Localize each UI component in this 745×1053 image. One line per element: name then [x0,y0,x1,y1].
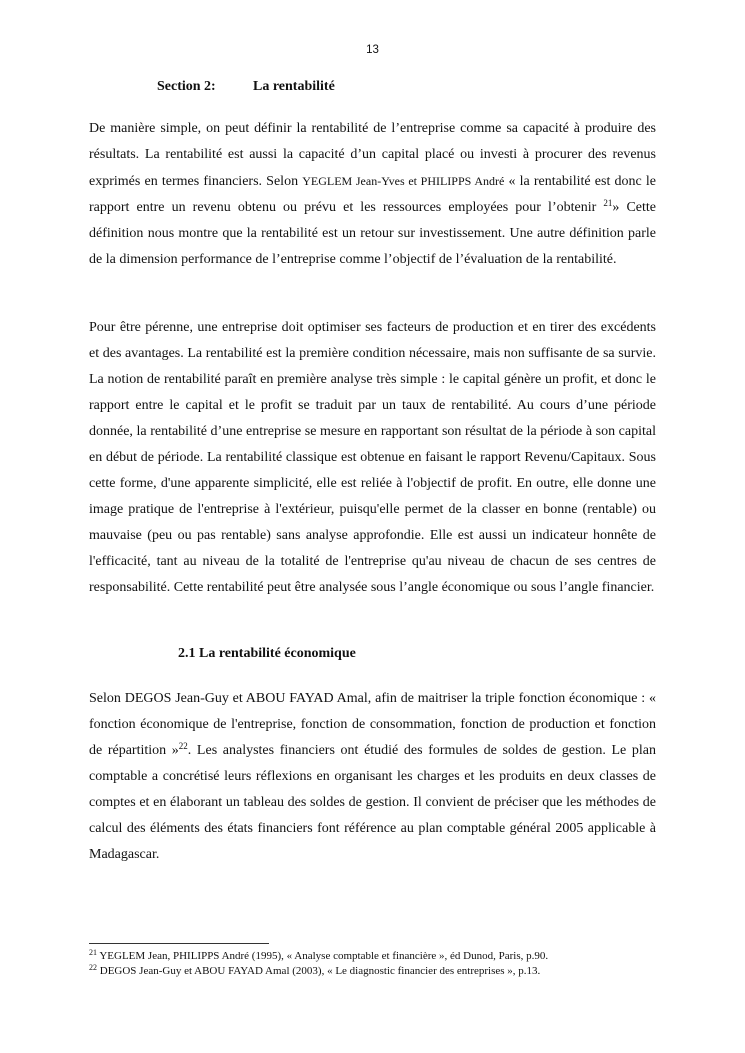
footnote-number: 22 [89,963,97,972]
para1-text-c: » Cette définition nous montre que la rentabilité est un retour sur investissement. Une autre définition parle de la dimension performance de l’entreprise comme l’objectif de l’évaluation de la rentabilité. [89,200,656,267]
subsection-heading: 2.1 La rentabilité économique [178,646,356,661]
footnote-21 [89,949,689,964]
section-title: La rentabilité [253,79,335,94]
footnote-ref-21[interactable]: 21 [603,198,613,208]
footnote-text: YEGLEM Jean, PHILIPPS André (1995), « Analyse comptable et financière », éd Dunod, Paris, p.90. [97,950,549,962]
page-number: 13 [366,44,379,56]
footnote-22 [89,964,689,979]
paragraph-degos [89,686,656,868]
footnotes [89,949,689,979]
section-heading [157,79,335,95]
para1-text-b: « la rentabilité est donc le rapport entre un revenu obtenu ou prévu et les ressources employées pour l’obtenir [89,174,656,215]
paragraph-perennity: Pour être pérenne, une entreprise doit optimiser ses facteurs de production et en tirer des excédents et des avantages. La rentabilité est la première condition nécessaire, mais non suffisante de sa survie. La notion de rentabilité paraît en première analyse très simple : le capital génère un profit, et donc le rapport entre le capital et le profit se traduit par un taux de rentabilité. Au cours d’une période donnée, la rentabilité d’une entreprise se mesure en rapportant son résultat de la période à son capital en début de période. La rentabilité classique est obtenue en faisant le rapport Revenu/Capitaux. Sous cette forme, d'une apparente simplicité, elle est reliée à l'objectif de profit. En outre, elle donne une image pratique de l'entreprise à l'extérieur, puisqu'elle permet de la classer en bonne (rentable) ou mauvaise (peu ou pas rentable) sans analyse approfondie. Elle est aussi un indicateur honnête de l'efficacité, tant au niveau de la totalité de l'entreprise qu'au niveau de chacun de ses centres de responsabilité. Cette rentabilité peut être analysée sous l’angle économique ou sous l’angle financier. [89,320,656,595]
para1-text-a: De manière simple, on peut définir la rentabilité de l’entreprise comme sa capacité à produire des résultats. La rentabilité est aussi la capacité d’un capital placé ou investi à procurer des revenus exprimés en termes financiers. Selon [89,121,656,189]
footnote-text: DEGOS Jean-Guy et ABOU FAYAD Amal (2003), « Le diagnostic financier des entreprises », p.13. [97,965,541,977]
para3-text-a: Selon DEGOS Jean-Guy et ABOU FAYAD Amal, afin de maitriser la triple fonction économique : « fonction économique de l'entreprise, fonction de consommation, fonction de production et fonction de répartition » [89,691,656,758]
para3-text-b: . Les analystes financiers ont étudié des formules de soldes de gestion. Le plan comptable a concrétisé leurs réflexions en organisant les charges et les produits en deux classes de comptes et en élaborant un tableau des soldes de gestion. Il convient de préciser que les méthodes de calcul des éléments des états financiers font référence au plan comptable général 2005 applicable à Madagascar. [89,743,656,862]
para1-author: YEGLEM Jean-Yves et PHILIPPS André [302,174,505,188]
footnote-separator [89,943,269,944]
section-label: Section 2: [157,79,216,94]
footnote-number: 21 [89,948,97,957]
paragraph-definition [89,116,656,273]
footnote-ref-22[interactable]: 22 [178,741,188,751]
